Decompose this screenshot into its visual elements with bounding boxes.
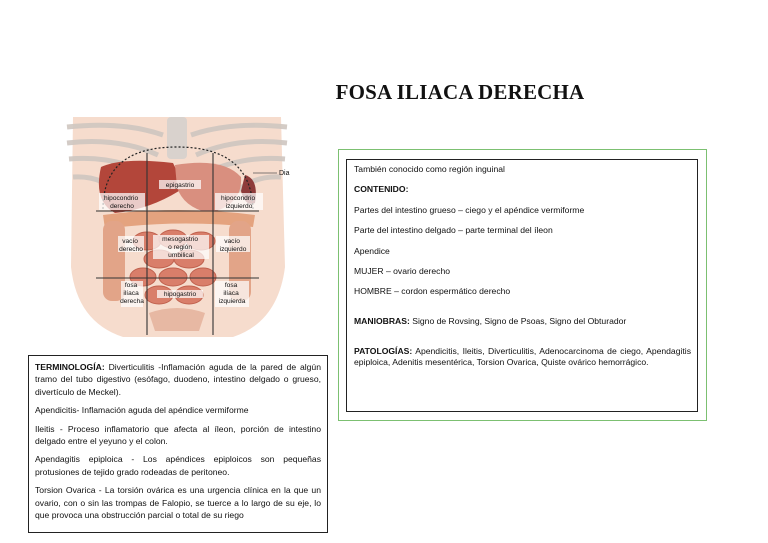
contenido-item: HOMBRE – cordon espermático derecho bbox=[354, 286, 511, 297]
terminology-box bbox=[28, 355, 328, 533]
terminology-paragraph: TERMINOLOGÍA: Diverticulitis -Inflamación aguda de la pared de algún tramo del tubo digestivo (esófago, duodeno, intestino delgado o grueso, divertículo de Meckel). bbox=[35, 362, 321, 397]
label-hipogastrio: hipogastrio bbox=[163, 291, 197, 298]
contenido-heading: CONTENIDO: bbox=[354, 184, 409, 195]
terminology-paragraph: Apendicitis- Inflamación aguda del apéndice vermiforme bbox=[35, 405, 249, 416]
terminology-paragraph: Ileitis - Proceso inflamatorio que afecta al íleon, porción de intestino delgado entre el yeyuno y el colon. bbox=[35, 423, 321, 447]
info-box-frame bbox=[338, 149, 707, 421]
label-callout: Dia bbox=[279, 170, 290, 177]
label-hipocondrio-derecho: hipocondrio derecho bbox=[104, 195, 139, 210]
info-box bbox=[346, 159, 698, 412]
abdomen-illustration bbox=[63, 117, 291, 345]
abdominal-regions-figure bbox=[63, 117, 291, 345]
contenido-item: Partes del intestino grueso – ciego y el apéndice vermiforme bbox=[354, 204, 585, 215]
label-vacio-derecho: vacío derecho bbox=[119, 238, 143, 253]
contenido-item: Parte del intestino delgado – parte terminal del íleon bbox=[354, 225, 553, 236]
terminology-paragraph: Apendagitis epiploica - Los apéndices epiploicos son pequeñas protusiones de tejido grado rodeadas de peritoneo. bbox=[35, 454, 321, 477]
label-fosa-iliaca-derecha: fosa ilíaca derecha bbox=[120, 282, 144, 305]
page-title: FOSA ILIACA DERECHA bbox=[335, 80, 585, 104]
label-vacio-izquierdo: vacío izquierdo bbox=[219, 238, 247, 253]
contenido-item: MUJER – ovario derecho bbox=[354, 265, 451, 276]
label-mesogastrio: mesogastrio o región umbilical bbox=[162, 236, 199, 259]
info-intro: También conocido como región inguinal bbox=[354, 164, 505, 174]
label-epigastrio: epigastrio bbox=[165, 182, 195, 189]
terminology-paragraph: Torsion Ovarica - La torsión ovárica es una urgencia clínica en la que un ovario, con o sin las trompas de Falopio, se tuerce a lo largo de su eje, lo que provoca una obstrucción parcial o total de su riego bbox=[35, 485, 321, 521]
patologias-line: PATOLOGÍAS: Apendicitis, Ileitis, Diverticulitis, Adenocarcinoma de ciego, Apendagitis epiploica, Adenitis mesentérica, Torsion Ovarica, Quiste ovárico hemorrágico. bbox=[354, 346, 691, 368]
contenido-item: Apendice bbox=[354, 245, 390, 256]
label-fosa-iliaca-izquierda: fosa ilíaca izquierda bbox=[218, 282, 246, 305]
maniobras-line: MANIOBRAS: Signo de Rovsing, Signo de Psoas, Signo del Obturador bbox=[354, 316, 627, 327]
label-hipocondrio-izquierdo: hipocondrio izquierdo bbox=[221, 195, 256, 210]
